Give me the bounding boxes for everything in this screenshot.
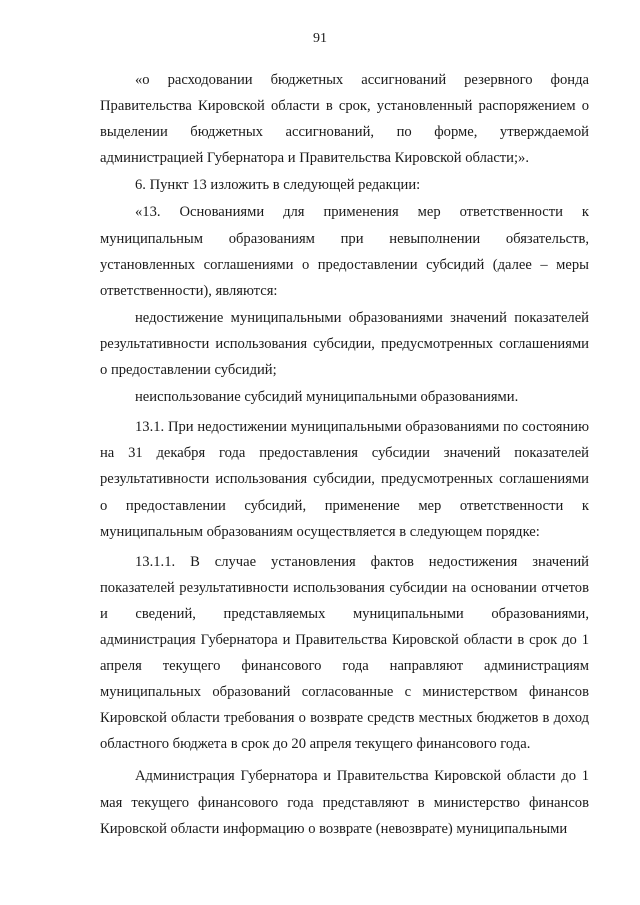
page-number: 91 [313, 31, 327, 46]
paragraph-clause-13-1: 13.1. При недостижении муниципальными образованиями по состоянию на 31 декабря года предоставления субсидии значений показателей результативности использования субсидии, предусмотренных соглашениями о предоставлении субсидий, применение мер ответственности к муниципальным образованиям осуществляется в следующем порядке: [100, 419, 589, 540]
paragraph-item-6: 6. Пункт 13 изложить в следующей редакции: [135, 177, 421, 194]
document-body [100, 67, 589, 842]
paragraph-administration: Администрация Губернатора и Правительства Кировской области до 1 мая текущего финансового года представляют в министерство финансов Кировской области информацию о возврате (невозврате) муниципальными [100, 768, 589, 837]
paragraph-quote-reserve-fund: «о расходовании бюджетных ассигнований резервного фонда Правительства Кировской области в срок, установленный распоряжением о выделении бюджетных ассигнований, по форме, утверждаемой администрацией Губернатора и Правительства Кировской области;». [100, 72, 589, 167]
paragraph-non-achievement: недостижение муниципальными образованиями значений показателей результативности использования субсидии, предусмотренных соглашениями о предоставлении субсидий; [100, 309, 589, 379]
paragraph-non-use: неиспользование субсидий муниципальными образованиями. [135, 389, 519, 406]
paragraph-clause-13-1-1: 13.1.1. В случае установления фактов недостижения значений показателей результативности использования субсидии на основании отчетов и сведений, представляемых муниципальными образованиями, администрация Губернатора и Правительства Кировской области в срок до 1 апреля текущего финансового года направляют администрациям муниципальных образований согласованные с министерством финансов Кировской области требования о возврате средств местных бюджетов в доход областного бюджета в срок до 20 апреля текущего финансового года. [100, 553, 589, 753]
paragraph-clause-13: «13. Основаниями для применения мер ответственности к муниципальным образованиям при невыполнении обязательств, установленных соглашениями о предоставлении субсидий (далее – меры ответственности), являются: [100, 204, 589, 299]
